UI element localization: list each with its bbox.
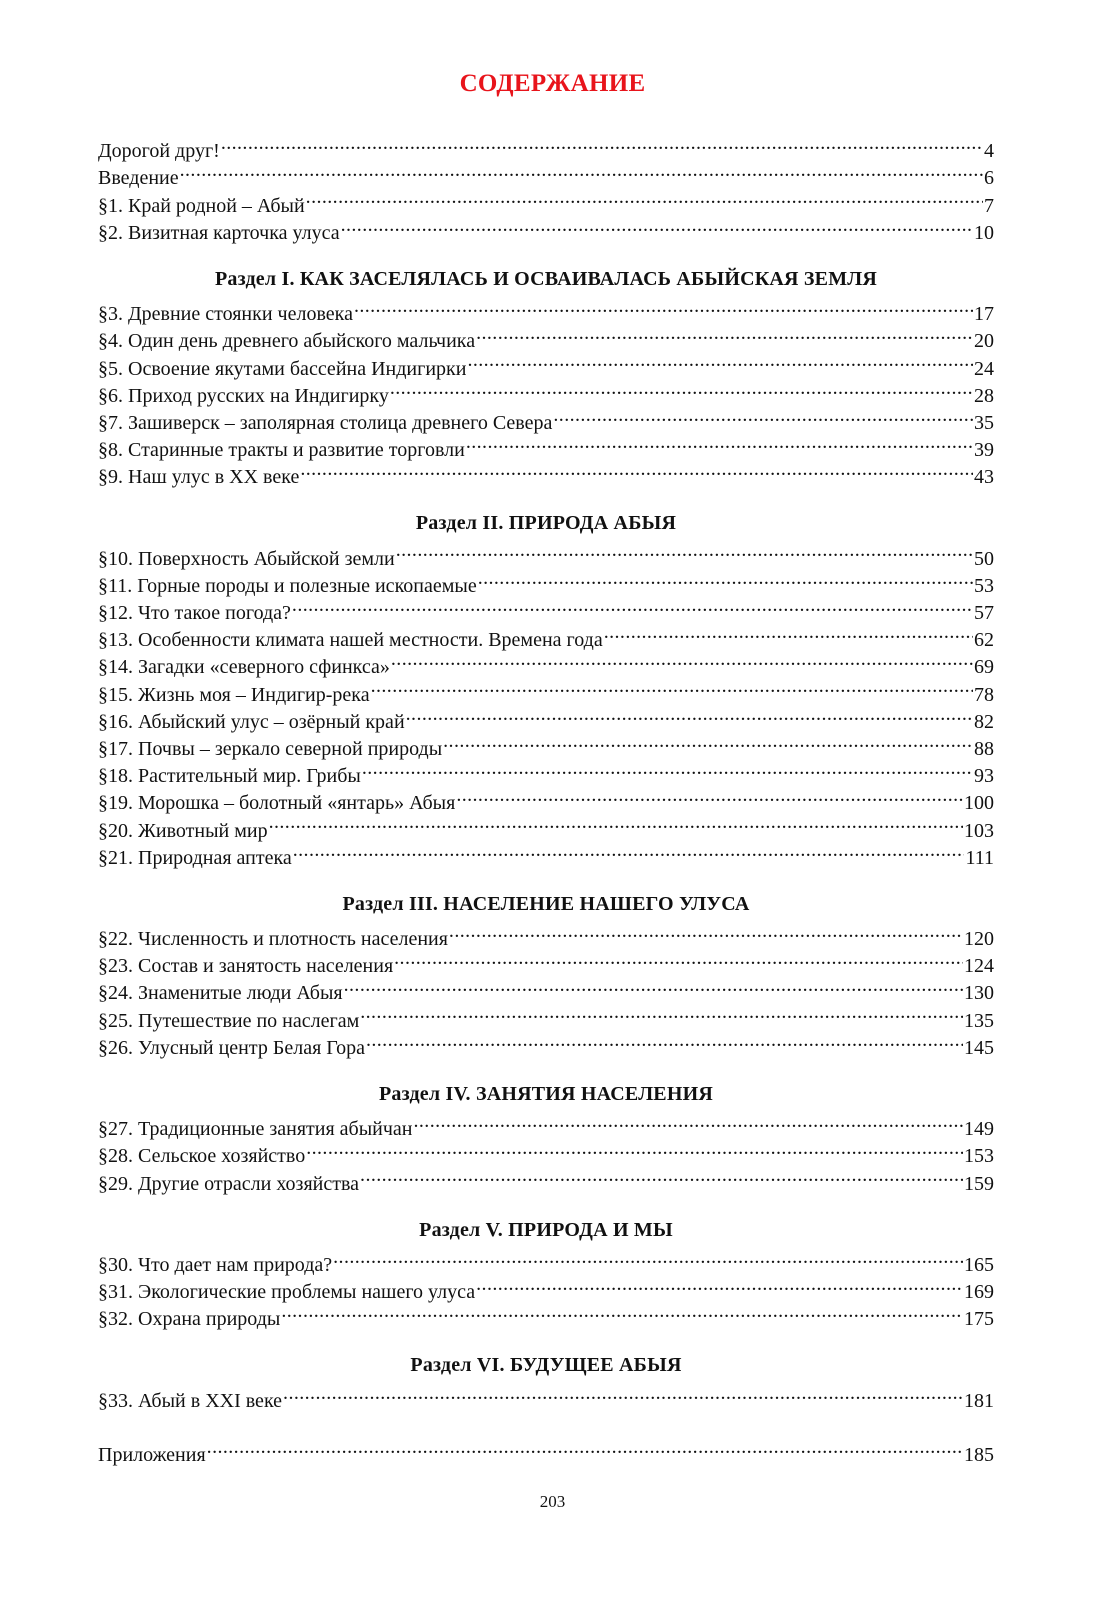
entry-page-number: 35 [974,411,994,434]
entry-page-number: 24 [974,357,994,380]
entry-label: §3. Древние стоянки человека [98,303,353,326]
section-heading: Раздел VI. БУДУЩЕЕ АБЫЯ [410,1354,682,1377]
entry-page-number: 145 [964,1036,994,1059]
toc-entry[interactable] [98,130,994,163]
entry-page-number: 120 [964,928,994,951]
entry-page-number: 6 [984,167,994,190]
dot-leader [360,1162,963,1189]
toc-entry[interactable] [98,293,994,326]
entry-page-number: 135 [964,1009,994,1032]
dot-leader [443,728,973,755]
entry-label: §33. Абый в XXI веке [98,1389,283,1412]
dot-leader [306,184,983,211]
entry-page-number: 111 [965,846,994,869]
dot-leader [293,837,965,864]
dot-leader [283,1380,963,1407]
entry-page-number: 82 [974,710,994,733]
dot-leader [406,701,973,728]
dot-leader [300,456,973,483]
entry-page-number: 124 [964,955,994,978]
toc-entry[interactable] [98,184,994,217]
section-heading: Раздел IV. ЗАНЯТИЯ НАСЕЛЕНИЯ [378,1082,714,1105]
toc-entry[interactable] [98,1244,994,1276]
dot-leader [362,755,973,782]
dot-leader [180,157,983,184]
entry-label: §10. Поверхность Абыйской земли [98,547,395,570]
toc-entry[interactable] [98,1108,994,1141]
page-title: СОДЕРЖАНИЕ [459,70,646,97]
dot-leader [396,537,973,564]
entry-label: §14. Загадки «северного сфинкса» [98,656,390,679]
section-heading: Раздел V. ПРИРОДА И МЫ [419,1218,673,1241]
entry-page-number: 185 [964,1443,994,1466]
dot-leader [553,402,973,429]
entry-label: §17. Почвы – зеркало северной природы [98,737,443,760]
entry-label: §11. Горные породы и полезные ископаемые [98,574,477,597]
dot-leader [207,1434,963,1461]
entry-label: §1. Край родной – Абый [98,194,305,217]
section-heading: Раздел I. КАК ЗАСЕЛЯЛАСЬ И ОСВАИВАЛАСЬ АБЫЙСКАЯ ЗЕМЛЯ [214,267,878,290]
entry-label: §12. Что такое погода? [98,602,291,624]
dot-leader [221,130,983,157]
entry-label: §24. Знаменитые люди Абыя [98,982,343,1005]
section-heading: Раздел III. НАСЕЛЕНИЕ НАШЕГО УЛУСА [342,892,750,915]
dot-leader [333,1244,963,1271]
entry-page-number: 28 [974,384,994,407]
dot-leader [360,999,963,1026]
entry-page-number: 78 [974,683,994,706]
dot-leader [306,1135,963,1162]
entry-page-number: 43 [974,466,994,489]
entry-label: §4. Один день древнего абыйского мальчика [98,330,476,353]
dot-leader [354,293,973,320]
entry-label: §9. Наш улус в XX веке [98,466,300,489]
dot-leader [371,673,973,700]
dot-leader [391,646,973,673]
entry-page-number: 20 [974,330,994,353]
dot-leader [292,592,973,619]
entry-label: §28. Сельское хозяйство [98,1145,306,1168]
dot-leader [466,429,973,456]
entry-page-number: 57 [974,602,994,624]
dot-leader [449,918,963,945]
entry-page-number: 7 [984,194,994,217]
entry-label: §27. Традиционные занятия абыйчан [98,1118,413,1141]
toc-entry[interactable] [98,157,994,190]
dot-leader [390,375,973,402]
dot-leader [341,212,973,239]
entry-page-number: 62 [974,629,994,652]
entry-page-number: 50 [974,547,994,570]
dot-leader [456,782,963,809]
entry-label: §20. Животный мир [98,819,268,842]
entry-label: §8. Старинные тракты и развитие торговли [98,439,465,462]
page-number: 203 [539,1492,566,1511]
entry-page-number: 165 [964,1253,994,1276]
dot-leader [604,619,973,646]
entry-label: §32. Охрана природы [98,1308,281,1331]
entry-label: §2. Визитная карточка улуса [98,221,340,244]
entry-page-number: 17 [974,303,994,326]
entry-page-number: 130 [964,982,994,1005]
entry-page-number: 100 [964,792,994,815]
entry-label: §30. Что дает нам природа? [98,1253,333,1276]
entry-label: Приложения [98,1443,206,1466]
entry-label: §31. Экологические проблемы нашего улуса [98,1281,476,1304]
dot-leader [476,320,973,347]
entry-page-number: 175 [964,1308,994,1331]
section-heading: Раздел II. ПРИРОДА АБЫЯ [415,512,677,535]
entry-page-number: 159 [964,1172,994,1195]
entry-label: §22. Численность и плотность населения [98,928,448,951]
dot-leader [366,1027,963,1054]
dot-leader [344,972,963,999]
entry-page-number: 181 [964,1389,994,1412]
entry-label: Дорогой друг! [98,140,220,163]
entry-label: §26. Улусный центр Белая Гора [98,1036,365,1059]
entry-label: §15. Жизнь моя – Индигир-река [98,683,370,706]
entry-page-number: 153 [964,1145,994,1168]
dot-leader [414,1108,964,1135]
entry-label: §6. Приход русских на Индигирку [98,384,389,407]
entry-page-number: 93 [974,765,994,788]
entry-label: §16. Абыйский улус – озёрный край [98,710,405,733]
entry-page-number: 39 [974,439,994,462]
entry-label: §18. Растительный мир. Грибы [98,765,361,788]
entry-page-number: 169 [964,1281,994,1304]
entry-label: Введение [98,167,179,190]
entry-label: §5. Освоение якутами бассейна Индигирки [98,357,467,380]
toc-entry-appendix[interactable] [98,1434,994,1466]
entry-page-number: 53 [974,574,994,597]
entry-label: §13. Особенности климата нашей местности. Времена года [98,629,603,652]
entry-page-number: 149 [964,1118,994,1141]
entry-page-number: 103 [964,819,994,842]
toc-entry[interactable] [98,918,994,951]
toc-entry[interactable] [98,537,994,570]
entry-label: §21. Природная аптека [98,846,292,869]
dot-leader [478,565,973,592]
dot-leader [281,1298,963,1325]
entry-label: §25. Путешествие по наслегам [98,1009,360,1032]
entry-page-number: 69 [974,656,994,679]
entry-label: §19. Морошка – болотный «янтарь» Абыя [98,792,456,815]
dot-leader [394,945,963,972]
dot-leader [476,1271,963,1298]
dot-leader [269,809,963,836]
entry-label: §7. Зашиверск – заполярная столица древнего Севера [98,411,553,434]
entry-page-number: 4 [984,140,994,163]
table-of-contents [98,130,994,1466]
entry-label: §23. Состав и занятость населения [98,955,394,978]
dot-leader [467,347,973,374]
toc-entry[interactable] [98,1380,994,1412]
entry-label: §29. Другие отрасли хозяйства [98,1172,360,1195]
entry-page-number: 88 [974,737,994,760]
entry-page-number: 10 [974,221,994,244]
